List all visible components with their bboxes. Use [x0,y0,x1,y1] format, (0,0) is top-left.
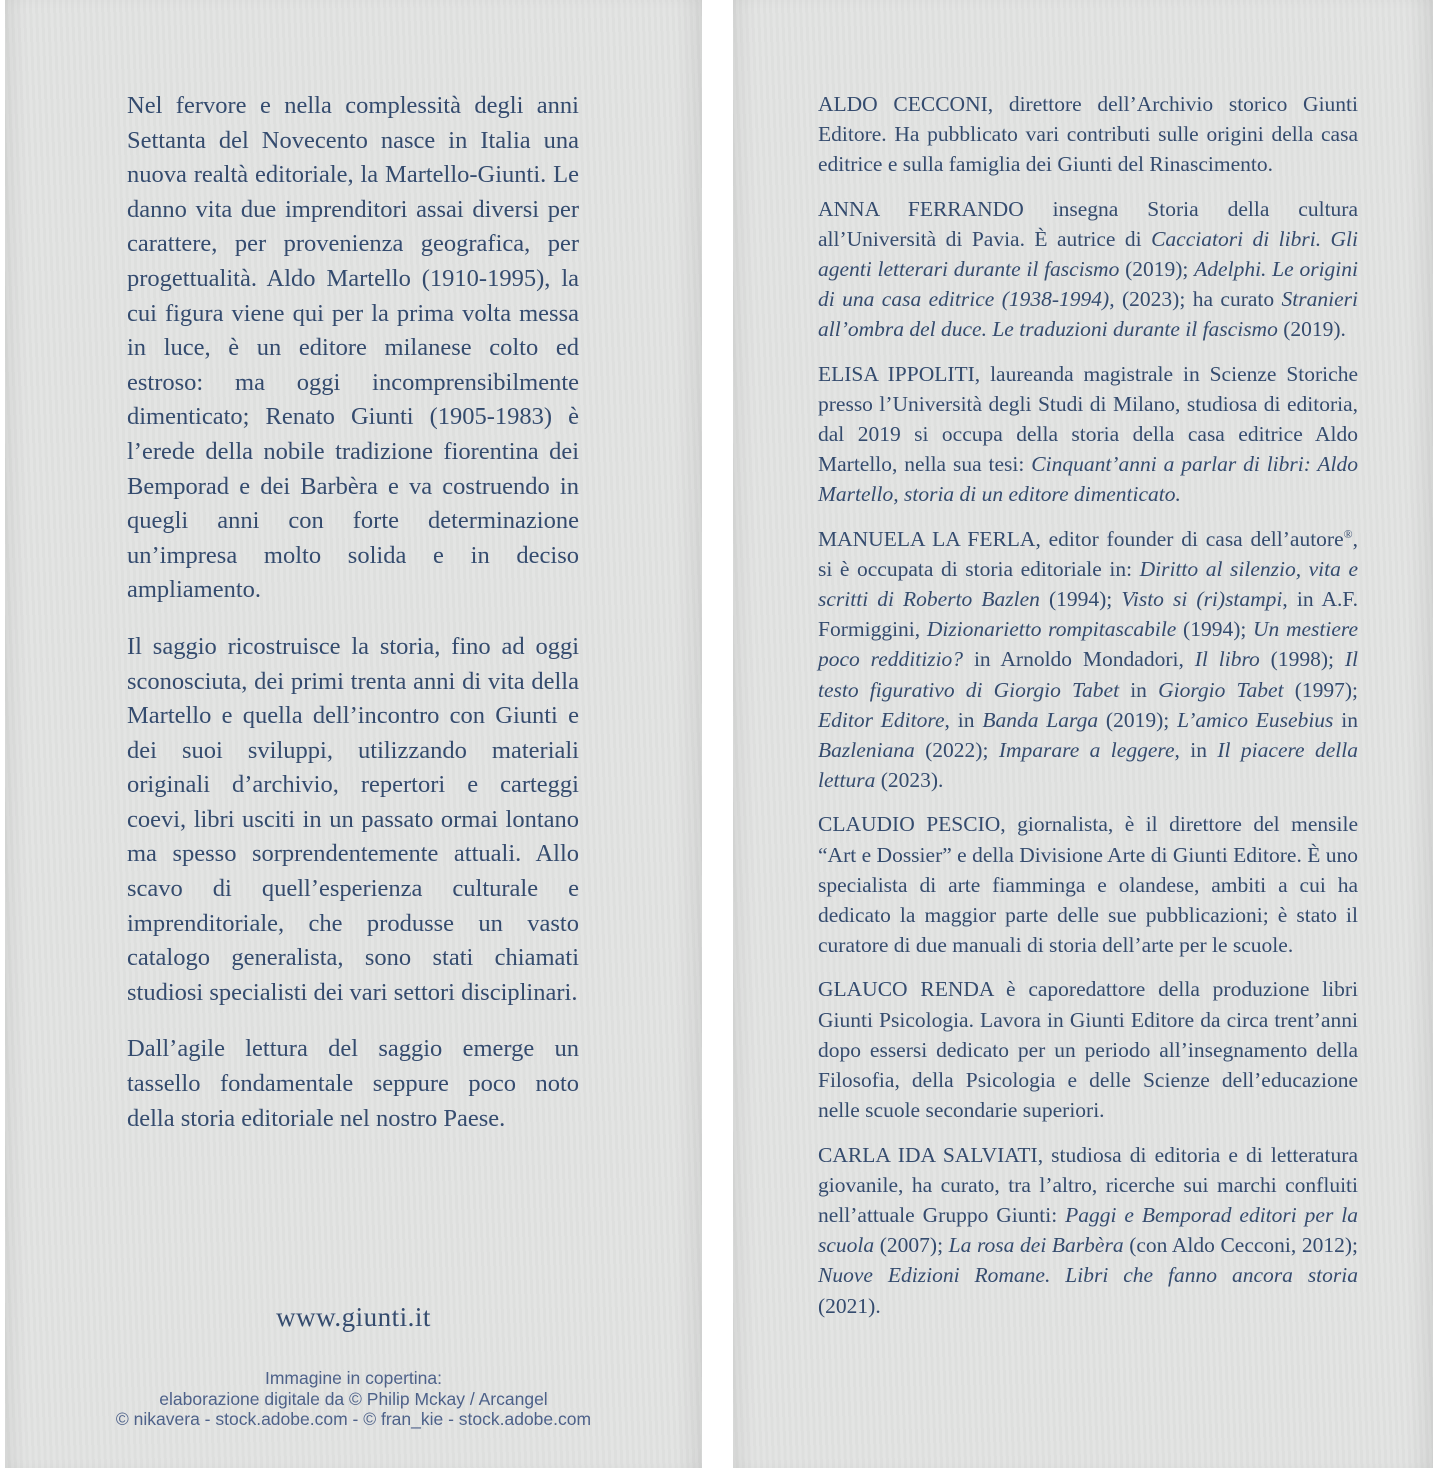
blurb-paragraph-2: Il saggio ricostruisce la storia, fino ad oggi sconosciuta, dei primi trenta anni di vita della Martello e quella dell’incontro con Giunti e dei suoi sviluppi, utilizzando materiali originali d’archivio, repertori e carteggi coevi, libri usciti in un passato ormai lontano ma spesso sorprendentemente attuali. Allo scavo di quell’esperienza culturale e imprenditoriale, che produsse un vasto catalogo generalista, sono stati chiamati studiosi specialisti dei vari settori disciplinari. [127,632,579,1006]
cover-image-credits [5,1368,702,1430]
credits-line-3: © nikavera - stock.adobe.com - © fran_kie - stock.adobe.com [115,1409,592,1429]
bio-manuela-la-ferla: MANUELA LA FERLA, editor founder di casa dell’autore®, si è occupata di storia editoriale in: Diritto al silenzio, vita e scritti di Roberto Bazlen (1994); Visto si (ri)stampi, in A.F. Formiggini, Dizionarietto rompitascabile (1994); Un mestiere poco redditizio? in Arnoldo Mondadori, Il libro (1998); Il testo figurativo di Giorgio Tabet in Giorgio Tabet (1997); Editor Editore, in Banda Larga (2019); L’amico Eusebius in Bazleniana (2022); Imparare a leggere, in Il piacere della lettura (2023). [818,526,1359,793]
bio-aldo-cecconi: ALDO CECCONI, direttore dell’Archivio storico Giunti Editore. Ha pubblicato vari contributi sulle origini della casa editrice e sulla famiglia dei Giunti del Rinascimento. [818,92,1358,177]
bio-elisa-ippoliti: ELISA IPPOLITI, laureanda magistrale in Scienze Storiche presso l’Università degli Studi di Milano, studiosa di editoria, dal 2019 si occupa della storia della casa editrice Aldo Martello, nella sua tesi: Cinquant’anni a parlar di libri: Aldo Martello, storia di un editore dimenticato. [818,361,1359,507]
right-flap [733,0,1433,1468]
left-flap [5,0,702,1468]
bio-anna-ferrando: ANNA FERRANDO insegna Storia della cultura all’Università di Pavia. È autrice di Cacciatori di libri. Gli agenti letterari durante il fascismo (2019); Adelphi. Le origini di una casa editrice (1938-1994), (2023); ha curato Stranieri all’ombra del duce. Le traduzioni durante il fascismo (2019). [818,196,1358,342]
contributor-bios [818,89,1358,1335]
publisher-website-url: www.giunti.it [276,1302,431,1332]
bio-claudio-pescio: CLAUDIO PESCIO, giornalista, è il direttore del mensile “Art e Dossier” e della Divisione Arte di Giunti Editore. È uno specialista di arte fiamminga e olandese, ambiti a cui ha dedicato la maggior parte delle sue pubblicazioni; è stato il curatore di due manuali di storia dell’arte per le scuole. [818,812,1358,958]
blurb-paragraph-3: Dall’agile lettura del saggio emerge un tassello fondamentale seppure poco noto della storia editoriale nel nostro Paese. [127,1035,579,1132]
blurb-paragraph-1: Nel fervore e nella complessità degli anni Settanta del Novecento nasce in Italia una nuova realtà editoriale, la Martello-Giunti. Le danno vita due imprenditori assai diversi per carattere, per provenienza geografica, per progettualità. Aldo Martello (1910-1995), la cui figura viene qui per la prima volta messa in luce, è un editore milanese colto ed estroso: ma oggi incomprensibilmente dimenticato; Renato Giunti (1905-1983) è l’erede della nobile tradizione fiorentina dei Bemporad e dei Barbèra e va costruendo in quegli anni con forte determinazione un’impresa molto solida e in deciso ampliamento. [127,92,579,604]
bio-carla-ida-salviati: CARLA IDA SALVIATI, studiosa di editoria e di letteratura giovanile, ha curato, tra l’altro, ricerche sui marchi confluiti nell’attuale Gruppo Giunti: Paggi e Bemporad editori per la scuola (2007); La rosa dei Barbèra (con Aldo Cecconi, 2012); Nuove Edizioni Romane. Libri che fanno ancora storia (2021). [818,1142,1359,1318]
bio-glauco-renda: GLAUCO RENDA è caporedattore della produzione libri Giunti Psicologia. Lavora in Giunti Editore da circa trent’anni dopo essersi dedicato per un periodo all’insegnamento della Filosofia, della Psicologia e delle Scienze dell’educazione nelle scuole secondarie superiori. [818,977,1358,1123]
book-blurb [127,89,579,1158]
credits-line-1: Immagine in copertina: [264,1368,443,1388]
credits-line-2: elaborazione digitale da © Philip Mckay / Arcangel [159,1388,548,1409]
